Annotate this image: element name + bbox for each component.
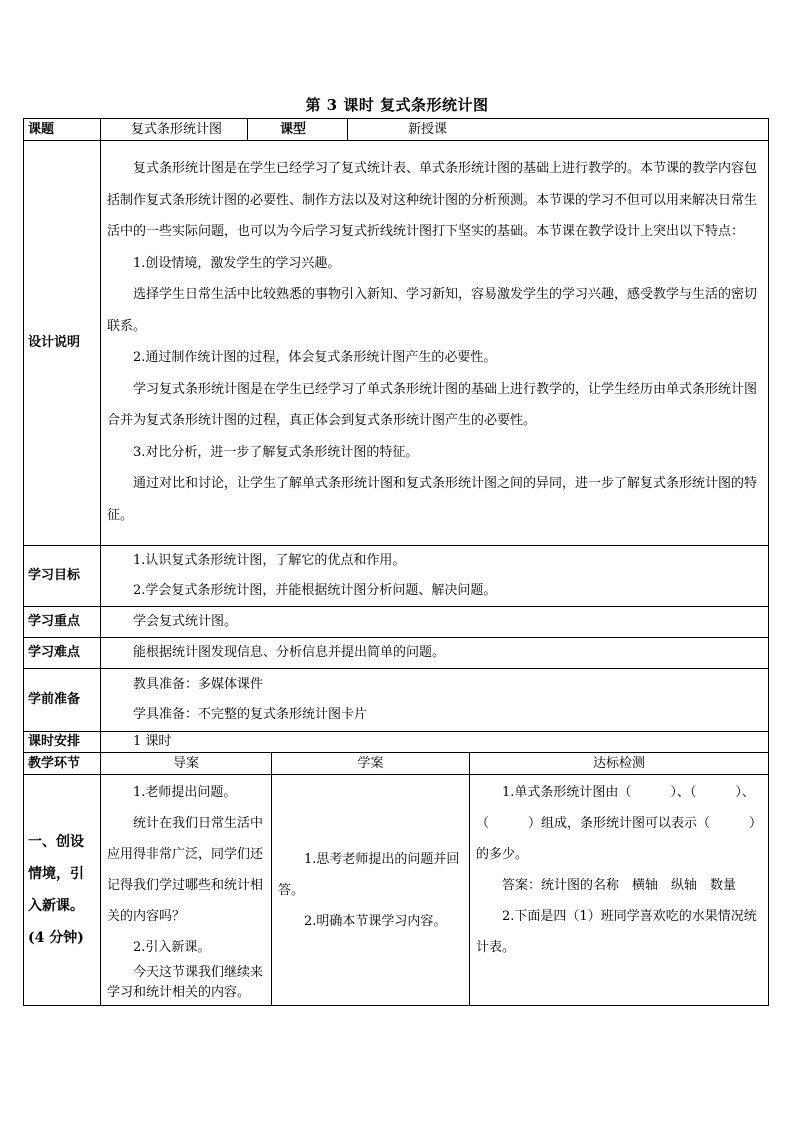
guide-item: 1.老师提出问题。 [133, 785, 237, 800]
check-item: 2.下面是四（1）班同学喜欢吃的水果情况统计表。 [476, 909, 757, 955]
lesson-plan-table [23, 118, 769, 1006]
design-row [24, 141, 769, 546]
check-item: 答案：统计图的名称 横轴 纵轴 数量 [502, 878, 737, 893]
key-point-value: 学会复式统计图。 [133, 614, 238, 629]
topic-row [24, 119, 769, 141]
design-paragraph: 1.创设情境，激发学生的学习兴趣。 [133, 255, 341, 271]
difficulty-label: 学习难点 [24, 638, 101, 669]
guide-item: 今天这节课我们继续来学习和统计相关的内容。 [107, 965, 264, 1000]
design-label: 设计说明 [24, 141, 101, 546]
type-label: 课型 [248, 119, 348, 141]
key-point-content [101, 607, 769, 638]
topic-label: 课题 [24, 119, 101, 141]
preparation-row [24, 669, 769, 732]
preparation-content [101, 669, 769, 732]
preparation-item: 学具准备：不完整的复式条形统计图卡片 [133, 707, 368, 722]
key-point-label: 学习重点 [24, 607, 101, 638]
design-content [101, 141, 769, 546]
section-row [24, 775, 769, 1006]
difficulty-value: 能根据统计图发现信息、分析信息并提出简单的问题。 [133, 645, 446, 660]
schedule-label: 课时安排 [24, 732, 101, 753]
check-item: 1.单式条形统计图由（ ）、（ ）、（ ）组成，条形统计图可以表示（ ）的多少。 [476, 785, 763, 862]
study-item: 1.思考老师提出的问题并回答。 [278, 851, 460, 898]
study-item: 2.明确本节课学习内容。 [304, 913, 447, 929]
check-header: 达标检测 [470, 753, 769, 775]
topic-value: 复式条形统计图 [101, 119, 248, 141]
goal-item: 1.认识复式条形统计图，了解它的优点和作用。 [133, 553, 406, 568]
design-paragraph: 学习复式条形统计图是在学生已经学习了单式条形统计图的基础上进行教学的，让学生经历由单式条形统计图合并为复式条形统计图的过程，真正体会到复式条形统计图产生的必要性。 [107, 381, 758, 428]
schedule-value: 1 课时 [133, 734, 172, 749]
goal-item: 2.学会复式条形统计图，并能根据统计图分析问题、解决问题。 [133, 583, 497, 598]
difficulty-row [24, 638, 769, 669]
guide-item: 2.引入新课。 [133, 940, 211, 955]
design-paragraph: 通过对比和讨论，让学生了解单式条形统计图和复式条形统计图之间的异同，进一步了解复式条形统计图的特征。 [107, 476, 758, 523]
section-study [272, 775, 470, 1006]
design-paragraph: 选择学生日常生活中比较熟悉的事物引入新知、学习新知，容易激发学生的学习兴趣，感受教学与生活的密切联系。 [107, 287, 758, 334]
study-header: 学案 [272, 753, 470, 775]
goals-label: 学习目标 [24, 546, 101, 607]
goals-content [101, 546, 769, 607]
guide-item: 统计在我们日常生活中应用得非常广泛，同学们还记得我们学过哪些和统计相关的内容吗？ [107, 816, 264, 924]
preparation-label: 学前准备 [24, 669, 101, 732]
goals-row [24, 546, 769, 607]
guide-header: 导案 [101, 753, 272, 775]
schedule-row [24, 732, 769, 753]
section-check [470, 775, 769, 1006]
design-paragraph: 3.对比分析，进一步了解复式条形统计图的特征。 [133, 444, 419, 460]
section-stage: 一、创设情境，引入新课。(4 分钟) [24, 775, 101, 1006]
stage-header: 教学环节 [24, 753, 101, 775]
key-point-row [24, 607, 769, 638]
stage-header-row [24, 753, 769, 775]
type-value: 新授课 [348, 119, 769, 141]
design-paragraph: 2.通过制作统计图的过程，体会复式条形统计图产生的必要性。 [133, 350, 497, 365]
page-title: 第 3 课时 复式条形统计图 [305, 96, 489, 114]
design-paragraph: 复式条形统计图是在学生已经学习了复式统计表、单式条形统计图的基础上进行教学的。本节课的教学内容包括制作复式条形统计图的必要性、制作方法以及对这种统计图的分析预测。本节课的学习不但可以用来解决日常生活中的一些实际问题，也可以为今后学习复式折线统计图打下坚实的基础。本节课在教学设计上突出以下特点： [107, 161, 758, 239]
difficulty-content [101, 638, 769, 669]
preparation-item: 教具准备：多媒体课件 [133, 677, 264, 692]
section-guide [101, 775, 272, 1006]
schedule-content [101, 732, 769, 753]
